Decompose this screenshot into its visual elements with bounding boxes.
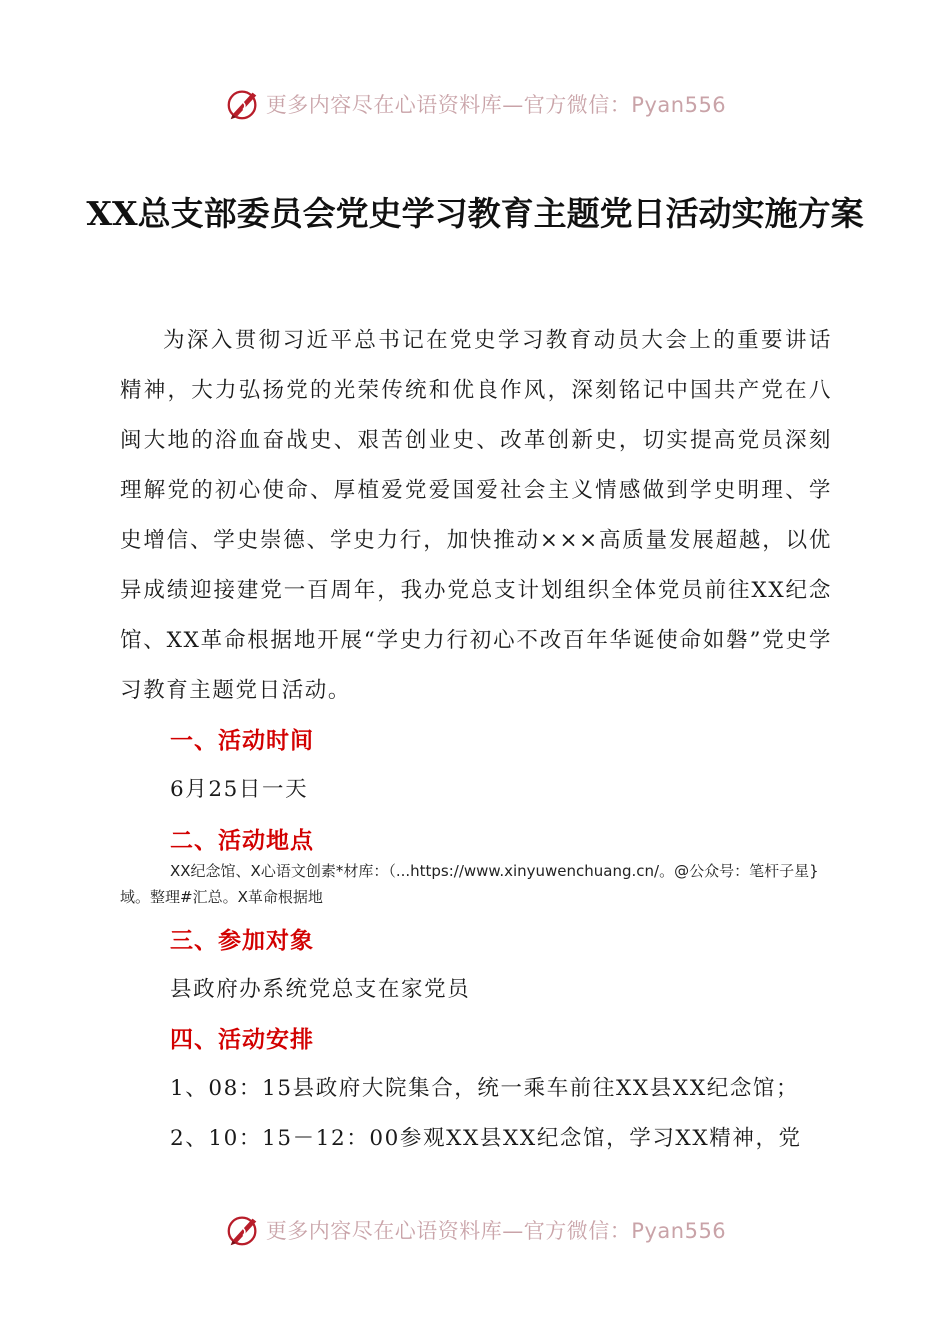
banner-text: 更多内容尽在心语资料库—官方微信：Pyan556 — [265, 1219, 727, 1243]
section-heading-location: 二、活动地点 — [170, 828, 314, 854]
section-body-participants: 县政府办系统党总支在家党员 — [170, 977, 471, 1002]
section-heading-time: 一、活动时间 — [170, 728, 314, 754]
pen-circle-logo-icon — [224, 1211, 262, 1249]
intro-paragraph: 为深入贯彻习近平总书记在党史学习教育动员大会上的重要讲话精神，大力弘扬党的光荣传统和优良作风，深刻铭记中国共产党在八闽大地的浴血奋战史、艰苦创业史、改革创新史，切实提高党员深刻理解党的初心使命、厚植爱党爱国爱社会主义情感做到学史明理、学史增信、学史崇德、学史力行，加快推动×××高质量发展超越，以优异成绩迎接建党一百周年，我办党总支计划组织全体党员前往XX纪念馆、XX革命根据地开展“学史力行初心不改百年华诞使命如磐”党史学习教育主题党日活动。 — [120, 328, 832, 703]
schedule-item: 1、08：15县政府大院集合，统一乘车前往XX县XX纪念馆； — [170, 1076, 800, 1101]
schedule-item: 2、10：15－12：00参观XX县XX纪念馆，学习XX精神，党 — [170, 1126, 802, 1151]
footer-banner — [0, 1210, 950, 1250]
pen-circle-logo-icon — [224, 85, 262, 123]
section-heading-schedule: 四、活动安排 — [170, 1027, 314, 1053]
section-heading-participants: 三、参加对象 — [170, 928, 314, 954]
document-title: XX总支部委员会党史学习教育主题党日活动实施方案 — [86, 194, 864, 233]
banner-text: 更多内容尽在心语资料库—官方微信：Pyan556 — [265, 93, 727, 117]
header-banner — [0, 84, 950, 124]
section-body-time: 6月25日一天 — [170, 777, 309, 802]
section-body-location: XX纪念馆、X心语文创素*材库：（...https://www.xinyuwenchuang.cn/。@公众号：笔杆子星}域。整理#汇总。X革命根据地 — [120, 862, 819, 906]
